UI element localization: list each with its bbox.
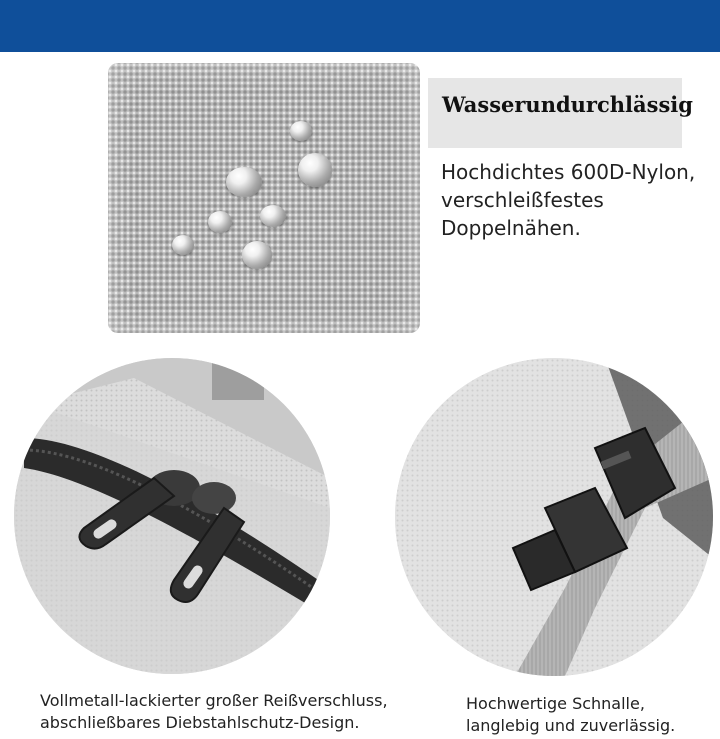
zipper-photo [14, 358, 330, 674]
water-drop [298, 153, 332, 187]
buckle-illustration [395, 358, 713, 676]
buckle-caption [466, 693, 675, 737]
top-banner [0, 0, 720, 52]
buckle-caption-line: langlebig und zuverlässig. [466, 716, 676, 735]
zipper-caption-line: Vollmetall-lackierter großer Reißverschluss, [40, 691, 388, 710]
water-drop [260, 205, 286, 227]
buckle-caption-line: Hochwertige Schnalle, [466, 694, 645, 713]
water-drop [242, 241, 272, 269]
buckle-photo [395, 358, 713, 676]
water-drop [208, 211, 232, 233]
fabric-waterdrop-photo [108, 63, 420, 333]
water-drop [172, 235, 194, 255]
water-drop [290, 121, 312, 141]
zipper-caption [40, 690, 388, 734]
feature-description-line: Hochdichtes 600D-Nylon, [441, 160, 696, 184]
water-drop [226, 167, 262, 197]
zipper-illustration [14, 358, 330, 674]
feature-description-line: Doppelnähen. [441, 216, 581, 240]
feature-description-line: verschleißfestes [441, 188, 604, 212]
feature-title: Wasserundurchlässig [442, 92, 693, 117]
feature-description [441, 158, 720, 242]
zipper-caption-line: abschließbares Diebstahlschutz-Design. [40, 713, 360, 732]
